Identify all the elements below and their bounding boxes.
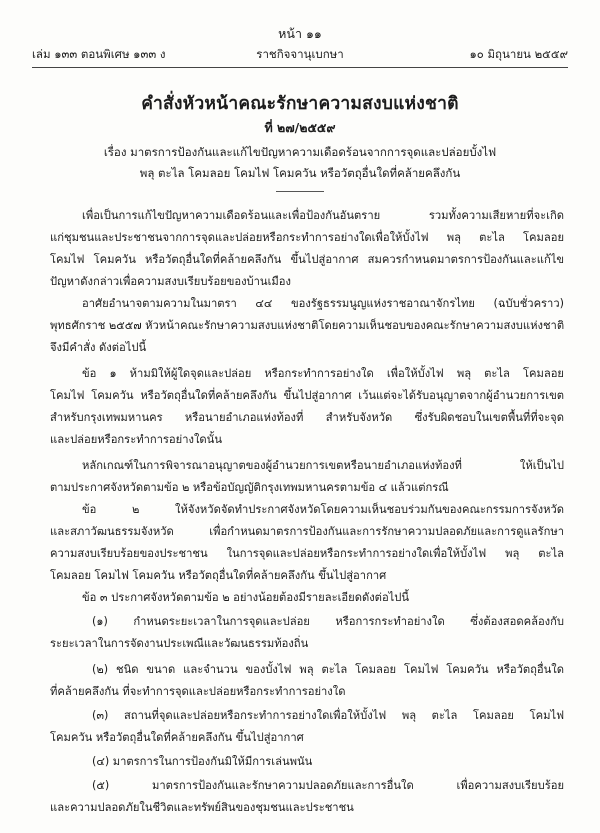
body-line: พุทธศักราช ๒๕๕๗ หัวหน้าคณะรักษาความสงบแห่งชาติโดยความเห็นชอบของคณะรักษาความสงบแห่งชาติ (50, 319, 565, 332)
body-line: โคมไฟ โคมควัน หรือวัตถุอื่นใดที่คล้ายคลึงกัน ขึ้นไปสู่อากาศ สมควรกำหนดมาตรการป้องกันและแก้ไข (50, 253, 564, 266)
body-line: แก่ชุมชนและประชาชนจากการจุดและปล่อยหรือกระทำการอย่างใดเพื่อให้บั้งไฟ พลุ ตะไล โคมลอย (50, 231, 564, 244)
list-item-line: (๓) สถานที่จุดและปล่อยหรือกระทำการอย่างใดเพื่อให้บั้งไฟ พลุ ตะไล โคมลอย โคมไฟ (92, 709, 564, 722)
list-item-line: (๑) กำหนดระยะเวลาในการจุดและปล่อย หรือการกระทำอย่างใด ซึ่งต้องสอดคล้องกับ (92, 615, 564, 628)
list-item-line: (๕) มาตรการป้องกันและรักษาความปลอดภัยและการอื่นใด เพื่อความสงบเรียบร้อย (92, 779, 564, 792)
gazette-name: ราชกิจจานุเบกษา (256, 47, 344, 61)
body-line: และปล่อยหรือกระทำการอย่างใดนั้น (50, 433, 222, 446)
body-line: ข้อ ๒ ให้จังหวัดจัดทำประกาศจังหวัดโดยความเห็นชอบร่วมกันของคณะกรรมการจังหวัด (82, 503, 564, 516)
list-item-line: ที่คล้ายคลึงกัน ที่จะทำการจุดและปล่อยหรือกระทำการอย่างใด (50, 685, 346, 698)
body-line: โคมลอย โคมไฟ โคมควัน หรือวัตถุอื่นใดที่คล้ายคลึงกัน ขึ้นไปสู่อากาศ (50, 569, 387, 582)
subject-line: พลุ ตะไล โคมลอย โคมไฟ โคมควัน หรือวัตถุอื่นใดที่คล้ายคลึงกัน (139, 166, 461, 180)
body-line: จึงมีคำสั่ง ดังต่อไปนี้ (50, 341, 147, 354)
body-line: ข้อ ๑ ห้ามมิให้ผู้ใดจุดและปล่อย หรือกระทำการอย่างใด เพื่อให้บั้งไฟ พลุ ตะไล โคมลอย (82, 367, 564, 380)
subject-line: เรื่อง มาตรการป้องกันและแก้ไขปัญหาความเดือดร้อนจากการจุดและปล่อยบั้งไฟ (103, 145, 497, 159)
list-item-line: และความปลอดภัยในชีวิตและทรัพย์สินของชุมชนและประชาชน (50, 801, 354, 814)
volume-label: เล่ม ๑๓๓ ตอนพิเศษ ๑๓๓ ง (32, 47, 166, 61)
document-body (50, 0, 564, 833)
list-item-line: (๒) ชนิด ขนาด และจำนวน ของบั้งไฟ พลุ ตะไล โคมลอย โคมไฟ โคมควัน หรือวัตถุอื่นใด (92, 663, 564, 676)
body-line: โคมไฟ โคมควัน หรือวัตถุอื่นใดที่คล้ายคลึงกัน ขึ้นไปสู่อากาศ เว้นแต่จะได้รับอนุญาตจากผู้อำนวยการเขต (50, 389, 564, 402)
body-line: ข้อ ๓ ประกาศจังหวัดตามข้อ ๒ อย่างน้อยต้องมีรายละเอียดดังต่อไปนี้ (82, 591, 410, 604)
page-number: หน้า ๑๑ (278, 26, 322, 41)
list-item-line: โคมควัน หรือวัตถุอื่นใดที่คล้ายคลึงกัน ขึ้นไปสู่อากาศ (50, 731, 304, 744)
document-title: คำสั่งหัวหน้าคณะรักษาความสงบแห่งชาติ (141, 94, 459, 114)
body-line: อาศัยอำนาจตามความในมาตรา ๔๔ ของรัฐธรรมนูญแห่งราชอาณาจักรไทย (ฉบับชั่วคราว) (82, 297, 564, 310)
body-line: ตามประกาศจังหวัดตามข้อ ๒ หรือข้อบัญญัติกรุงเทพมหานครตามข้อ ๔ แล้วแต่กรณี (50, 481, 449, 494)
body-line: เพื่อเป็นการแก้ไขปัญหาความเดือดร้อนและเพื่อป้องกันอันตราย รวมทั้งความเสียหายที่จะเกิด (82, 209, 564, 222)
order-number: ที่ ๒๗/๒๕๕๙ (264, 120, 336, 135)
body-line: สำหรับกรุงเทพมหานคร หรือนายอำเภอแห่งท้องที่ สำหรับจังหวัด ซึ่งรับผิดชอบในเขตพื้นที่ที่จะจุด (50, 411, 564, 424)
issue-date: ๑๐ มิถุนายน ๒๕๕๙ (469, 47, 568, 61)
body-line: และสภาวัฒนธรรมจังหวัด เพื่อกำหนดมาตรการป้องกันและการรักษาความปลอดภัยและการดูแลรักษา (50, 525, 564, 538)
list-item-line: ระยะเวลาในการจัดงานประเพณีและวัฒนธรรมท้องถิ่น (50, 637, 309, 650)
body-line: ปัญหาดังกล่าวเพื่อความสงบเรียบร้อยของบ้านเมือง (50, 275, 291, 288)
body-line: หลักเกณฑ์ในการพิจารณาอนุญาตของผู้อำนวยการเขตหรือนายอำเภอแห่งท้องที่ ให้เป็นไป (82, 459, 564, 472)
body-line: ความสงบเรียบร้อยของประชาชน ในการจุดและปล่อยหรือกระทำการอย่างใดเพื่อให้บั้งไฟ พลุ ตะไล (50, 547, 564, 560)
list-item-line: (๔) มาตรการในการป้องกันมิให้มีการเล่นพนัน (92, 755, 313, 768)
